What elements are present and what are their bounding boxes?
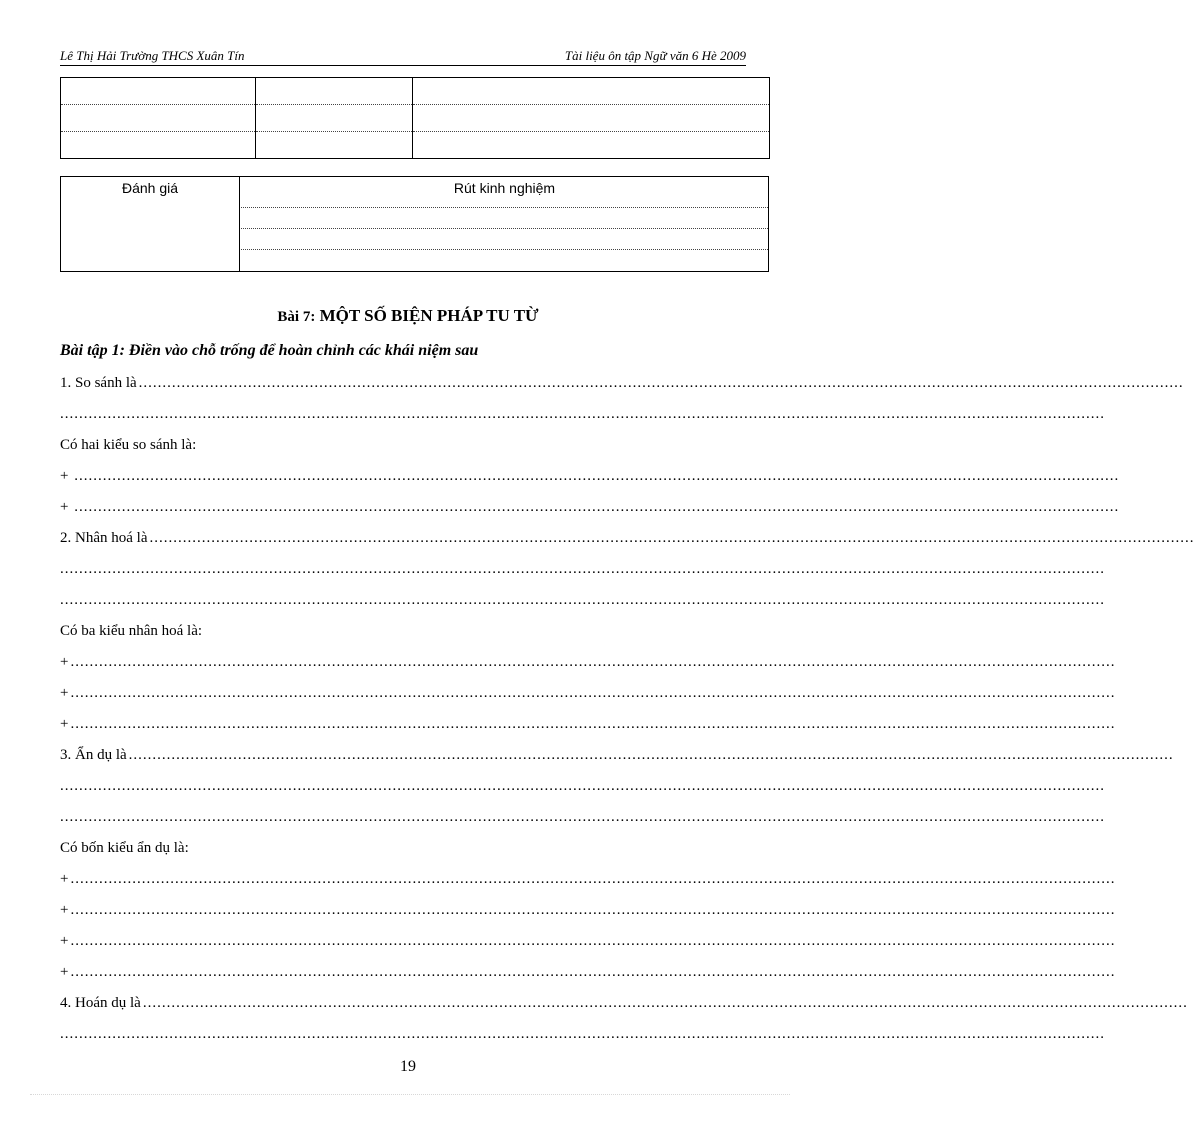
page-number: 19	[400, 1058, 416, 1075]
fill-in-line[interactable]	[60, 988, 1188, 1019]
dotted-blank: ............................................................................................................................................................................................................................	[60, 778, 1105, 794]
line-label: 1. So sánh là	[60, 375, 137, 391]
dotted-blank: ............................................................................................................................................................................................................................	[70, 964, 1116, 980]
fill-in-line[interactable]	[60, 771, 1105, 802]
table-row	[61, 132, 770, 159]
fill-in-line[interactable]	[60, 957, 1116, 988]
lesson-heading: MỘT SỐ BIỆN PHÁP TU TỪ	[319, 306, 539, 325]
dotted-line	[241, 207, 768, 208]
line-label: +	[60, 499, 73, 515]
fill-in-line[interactable]	[60, 647, 1116, 678]
prompt-line	[60, 430, 768, 461]
exercise-title: Bài tập 1: Điền vào chỗ trống để hoàn chỉnh các khái niệm sau	[60, 342, 479, 359]
fill-in-line[interactable]	[60, 926, 1116, 957]
lessons-learned-cell	[241, 177, 768, 271]
prompt-line	[60, 616, 768, 647]
dotted-blank: ............................................................................................................................................................................................................................	[142, 995, 1188, 1011]
dotted-blank: ............................................................................................................................................................................................................................	[70, 933, 1116, 949]
dotted-line	[241, 249, 768, 250]
dotted-blank: ............................................................................................................................................................................................................................	[60, 592, 1105, 608]
dotted-blank: ............................................................................................................................................................................................................................	[70, 871, 1116, 887]
table-cell	[256, 78, 413, 105]
dotted-blank: ............................................................................................................................................................................................................................	[60, 809, 1105, 825]
line-label: 4. Hoán dụ là	[60, 995, 141, 1011]
fill-in-line[interactable]	[60, 678, 1116, 709]
fill-in-line[interactable]	[60, 802, 1105, 833]
lesson-plan-table	[60, 77, 770, 159]
line-label: +	[60, 902, 69, 918]
dotted-blank: ............................................................................................................................................................................................................................	[70, 685, 1116, 701]
table-cell	[61, 78, 256, 105]
page-bottom-border	[30, 1094, 790, 1095]
fill-in-line[interactable]	[60, 368, 1184, 399]
header-document-title: Tài liệu ôn tập Ngữ văn 6 Hè 2009	[564, 48, 746, 63]
table-row	[61, 105, 770, 132]
evaluation-table	[60, 176, 769, 272]
evaluation-label: Đánh giá	[121, 180, 179, 196]
lessons-learned-label: Rút kinh nghiệm	[453, 180, 556, 196]
table-cell	[413, 78, 770, 105]
lesson-title	[0, 306, 816, 326]
lesson-number: Bài 7:	[277, 309, 316, 325]
line-label: 2. Nhân hoá là	[60, 530, 148, 546]
line-label: +	[60, 685, 69, 701]
fill-in-line[interactable]	[60, 492, 1120, 523]
line-label: +	[60, 468, 73, 484]
fill-in-line[interactable]	[60, 740, 1174, 771]
line-label: Có bốn kiểu ẩn dụ là:	[60, 840, 189, 856]
table-cell	[256, 105, 413, 132]
dotted-blank: ............................................................................................................................................................................................................................	[138, 375, 1184, 391]
dotted-blank: ............................................................................................................................................................................................................................	[149, 530, 1194, 546]
dotted-line	[241, 228, 768, 229]
line-label: +	[60, 964, 69, 980]
dotted-blank: ............................................................................................................................................................................................................................	[128, 747, 1174, 763]
prompt-line	[60, 833, 768, 864]
fill-in-line[interactable]	[60, 399, 1105, 430]
evaluation-cell	[61, 177, 240, 271]
line-label: +	[60, 654, 69, 670]
fill-in-line[interactable]	[60, 864, 1116, 895]
fill-in-line[interactable]	[60, 523, 1194, 554]
line-label: Có hai kiểu so sánh là:	[60, 437, 197, 453]
fill-in-lines	[60, 368, 1194, 1050]
table-cell	[256, 132, 413, 159]
fill-in-line[interactable]	[60, 585, 1105, 616]
header-author: Lê Thị Hải Trường THCS Xuân Tín	[60, 48, 245, 63]
dotted-blank: ............................................................................................................................................................................................................................	[60, 406, 1105, 422]
table-cell	[61, 132, 256, 159]
dotted-blank: ............................................................................................................................................................................................................................	[74, 499, 1120, 515]
table-cell	[413, 105, 770, 132]
dotted-blank: ............................................................................................................................................................................................................................	[74, 468, 1120, 484]
table-cell	[61, 105, 256, 132]
line-label: Có ba kiểu nhân hoá là:	[60, 623, 203, 639]
line-label: +	[60, 871, 69, 887]
fill-in-line[interactable]	[60, 1019, 1105, 1050]
line-label: +	[60, 933, 69, 949]
dotted-blank: ............................................................................................................................................................................................................................	[60, 561, 1105, 577]
fill-in-line[interactable]	[60, 461, 1120, 492]
line-label: +	[60, 716, 69, 732]
fill-in-line[interactable]	[60, 895, 1116, 926]
table-row	[61, 78, 770, 105]
fill-in-line[interactable]	[60, 554, 1105, 585]
dotted-blank: ............................................................................................................................................................................................................................	[70, 902, 1116, 918]
fill-in-line[interactable]	[60, 709, 1116, 740]
dotted-blank: ............................................................................................................................................................................................................................	[60, 1026, 1105, 1042]
table-cell	[413, 132, 770, 159]
page-header	[60, 47, 746, 66]
dotted-blank: ............................................................................................................................................................................................................................	[70, 654, 1116, 670]
line-label: 3. Ẩn dụ là	[60, 747, 127, 763]
dotted-blank: ............................................................................................................................................................................................................................	[70, 716, 1116, 732]
